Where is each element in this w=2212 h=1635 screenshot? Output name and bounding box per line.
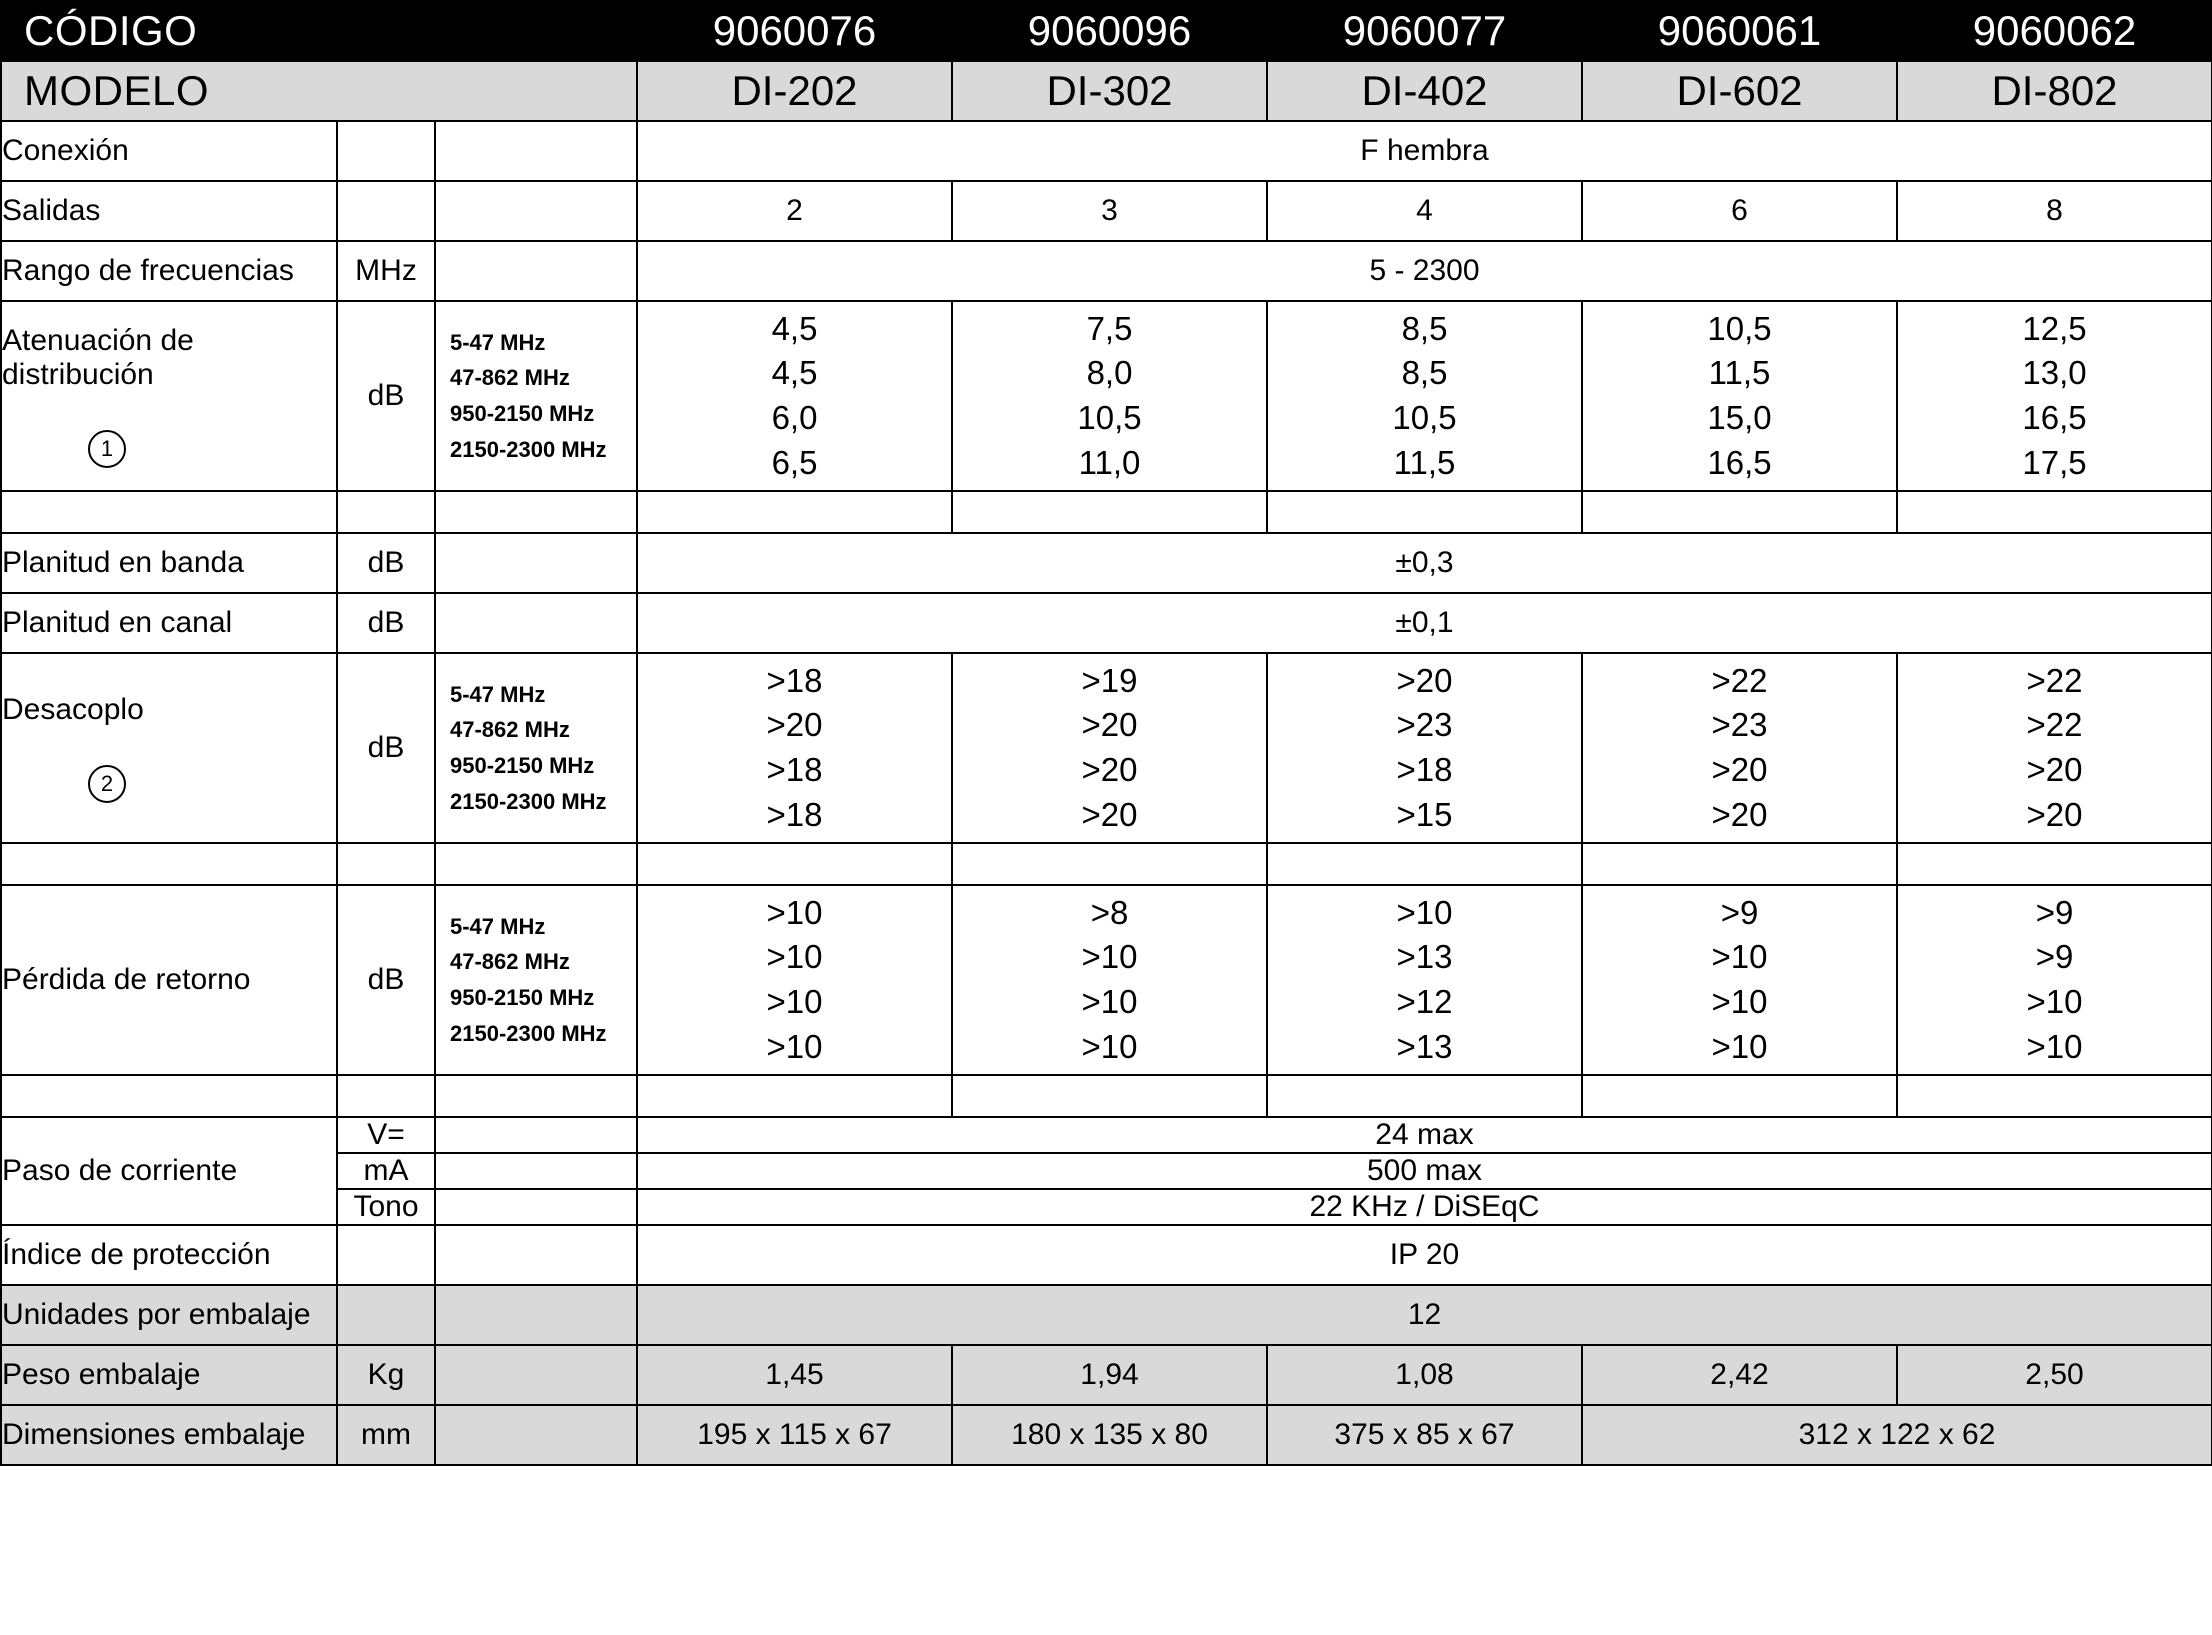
row-label-conexion: Conexión — [1, 121, 337, 181]
table-row-model — [1, 61, 2212, 121]
perdida-col-5 — [1897, 885, 2212, 1075]
paso-band-3 — [435, 1189, 637, 1225]
cell-value: >23 — [1711, 706, 1768, 744]
spacer-cell — [1267, 1075, 1582, 1117]
spacer-cell — [637, 843, 952, 885]
cell-value: >18 — [766, 751, 823, 788]
table-row-indice-proteccion — [1, 1225, 2212, 1285]
row-label-dimensiones: Dimensiones embalaje — [1, 1405, 337, 1465]
cell-value: >10 — [1081, 1027, 1138, 1065]
row-label-planitud-canal: Planitud en canal — [1, 593, 337, 653]
row-label-atenuacion — [1, 301, 337, 491]
spacer-cell — [1582, 491, 1897, 533]
cell-value: 7,5 — [1086, 309, 1133, 347]
spacer-cell — [637, 1075, 952, 1117]
row-band-dimensiones — [435, 1405, 637, 1465]
atenuacion-col-4 — [1582, 301, 1897, 491]
spacer-cell — [435, 843, 637, 885]
spacer-cell — [952, 491, 1267, 533]
cell-value: >10 — [766, 983, 823, 1020]
cell-value: >10 — [1711, 983, 1768, 1020]
cell-value: 4,5 — [771, 309, 818, 347]
paso-unit-1: V= — [337, 1117, 435, 1153]
table-row-unidades-embalaje — [1, 1285, 2212, 1345]
band-label: 47-862 MHz — [450, 949, 570, 975]
row-unit-atenuacion: dB — [337, 301, 435, 491]
perdida-bands — [435, 885, 637, 1075]
salidas-value-3: 4 — [1267, 181, 1582, 241]
paso-band-2 — [435, 1153, 637, 1189]
cell-value: >10 — [1711, 938, 1768, 976]
salidas-value-4: 6 — [1582, 181, 1897, 241]
row-value-planitud-banda: ±0,3 — [637, 533, 2212, 593]
cell-value: >20 — [766, 706, 823, 744]
model-label: MODELO — [1, 61, 637, 121]
cell-value: 15,0 — [1707, 399, 1772, 436]
cell-value: 17,5 — [2022, 443, 2087, 481]
dimensiones-value-1: 195 x 115 x 67 — [637, 1405, 952, 1465]
row-unit-perdida-retorno: dB — [337, 885, 435, 1075]
cell-value: >20 — [2026, 751, 2083, 788]
dimensiones-value-3: 375 x 85 x 67 — [1267, 1405, 1582, 1465]
spacer-cell — [435, 1075, 637, 1117]
row-unit-planitud-banda: dB — [337, 533, 435, 593]
cell-value: 11,5 — [1393, 443, 1456, 481]
cell-value: >9 — [1720, 893, 1759, 931]
cell-value: >20 — [1711, 795, 1768, 833]
perdida-col-3 — [1267, 885, 1582, 1075]
cell-value: >12 — [1396, 983, 1453, 1020]
spacer-cell — [337, 491, 435, 533]
spacer-cell — [1, 1075, 337, 1117]
atenuacion-col-3 — [1267, 301, 1582, 491]
spacer-cell — [435, 491, 637, 533]
table-row-conexion — [1, 121, 2212, 181]
band-label: 950-2150 MHz — [450, 753, 595, 778]
perdida-col-1 — [637, 885, 952, 1075]
model-value-2: DI-302 — [952, 61, 1267, 121]
row-label-paso-corriente: Paso de corriente — [1, 1117, 337, 1225]
code-value-3: 9060077 — [1267, 1, 1582, 61]
row-unit-salidas — [337, 181, 435, 241]
row-label-unidades: Unidades por embalaje — [1, 1285, 337, 1345]
cell-value: >20 — [2026, 795, 2083, 833]
row-label-planitud-banda: Planitud en banda — [1, 533, 337, 593]
cell-value: 6,0 — [771, 399, 818, 436]
row-label-rango: Rango de frecuencias — [1, 241, 337, 301]
cell-value: 16,5 — [2022, 399, 2087, 436]
cell-value: 13,0 — [2022, 354, 2087, 392]
peso-value-4: 2,42 — [1582, 1345, 1897, 1405]
cell-value: >13 — [1396, 1027, 1453, 1065]
cell-value: 8,0 — [1086, 354, 1133, 392]
band-label: 47-862 MHz — [450, 717, 570, 743]
cell-value: 4,5 — [771, 354, 818, 392]
desacoplo-col-3 — [1267, 653, 1582, 843]
row-band-planitud-banda — [435, 533, 637, 593]
table-row-dimensiones-embalaje — [1, 1405, 2212, 1465]
table-row-planitud-banda — [1, 533, 2212, 593]
band-label: 47-862 MHz — [450, 365, 570, 391]
row-unit-dimensiones: mm — [337, 1405, 435, 1465]
atenuacion-label-text: Atenuación de distribución — [2, 324, 194, 391]
table-row-atenuacion — [1, 301, 2212, 491]
spacer-cell — [337, 843, 435, 885]
cell-value: >10 — [2026, 1027, 2083, 1065]
row-value-indice: IP 20 — [637, 1225, 2212, 1285]
cell-value: >10 — [766, 1027, 823, 1065]
atenuacion-note-marker: 1 — [88, 430, 126, 468]
cell-value: >15 — [1396, 795, 1453, 833]
cell-value: >23 — [1396, 706, 1453, 744]
table-row-desacoplo — [1, 653, 2212, 843]
spacer-cell — [1, 491, 337, 533]
spacer-cell — [337, 1075, 435, 1117]
table-row-spacer — [1, 843, 2212, 885]
cell-value: >18 — [1396, 751, 1453, 788]
spacer-cell — [1897, 491, 2212, 533]
cell-value: >22 — [2026, 661, 2083, 699]
atenuacion-col-2 — [952, 301, 1267, 491]
cell-value: >10 — [1081, 938, 1138, 976]
row-value-conexion: F hembra — [637, 121, 2212, 181]
table-row-spacer — [1, 491, 2212, 533]
band-label: 950-2150 MHz — [450, 401, 595, 426]
cell-value: >20 — [1081, 795, 1138, 833]
row-band-indice — [435, 1225, 637, 1285]
peso-value-3: 1,08 — [1267, 1345, 1582, 1405]
row-unit-indice — [337, 1225, 435, 1285]
salidas-value-5: 8 — [1897, 181, 2212, 241]
cell-value: >9 — [2035, 893, 2074, 931]
cell-value: >13 — [1396, 938, 1453, 976]
dimensiones-value-2: 180 x 135 x 80 — [952, 1405, 1267, 1465]
row-band-unidades — [435, 1285, 637, 1345]
model-value-4: DI-602 — [1582, 61, 1897, 121]
model-value-5: DI-802 — [1897, 61, 2212, 121]
code-value-1: 9060076 — [637, 1, 952, 61]
row-band-conexion — [435, 121, 637, 181]
spacer-cell — [952, 1075, 1267, 1117]
cell-value: >10 — [1711, 1027, 1768, 1065]
peso-value-1: 1,45 — [637, 1345, 952, 1405]
desacoplo-note-marker: 2 — [88, 765, 126, 803]
cell-value: >10 — [2026, 983, 2083, 1020]
spacer-cell — [1897, 843, 2212, 885]
cell-value: >20 — [1081, 706, 1138, 744]
cell-value: 11,5 — [1708, 354, 1771, 392]
row-label-desacoplo — [1, 653, 337, 843]
table-row-rango — [1, 241, 2212, 301]
row-unit-planitud-canal: dB — [337, 593, 435, 653]
row-value-unidades: 12 — [637, 1285, 2212, 1345]
row-band-planitud-canal — [435, 593, 637, 653]
desacoplo-col-4 — [1582, 653, 1897, 843]
table-row-spacer — [1, 1075, 2212, 1117]
perdida-col-4 — [1582, 885, 1897, 1075]
spacer-cell — [1582, 843, 1897, 885]
cell-value: >10 — [1081, 983, 1138, 1020]
cell-value: >20 — [1711, 751, 1768, 788]
code-value-4: 9060061 — [1582, 1, 1897, 61]
cell-value: >22 — [1711, 661, 1768, 699]
row-label-perdida-retorno — [1, 885, 337, 1075]
model-value-1: DI-202 — [637, 61, 952, 121]
paso-value-2: 500 max — [637, 1153, 2212, 1189]
band-label: 5-47 MHz — [450, 681, 546, 707]
table-row-paso-corriente-v — [1, 1117, 2212, 1153]
perdida-label-text: Pérdida de retorno — [2, 963, 251, 996]
spacer-cell — [637, 491, 952, 533]
cell-value: 8,5 — [1401, 354, 1448, 392]
atenuacion-col-5 — [1897, 301, 2212, 491]
cell-value: >20 — [1396, 661, 1453, 699]
cell-value: 11,0 — [1078, 443, 1141, 481]
cell-value: 10,5 — [1392, 399, 1457, 436]
cell-value: 12,5 — [2022, 309, 2087, 347]
atenuacion-col-1 — [637, 301, 952, 491]
band-label: 5-47 MHz — [450, 913, 546, 939]
desacoplo-col-2 — [952, 653, 1267, 843]
band-label: 5-47 MHz — [450, 329, 546, 355]
dimensiones-value-4: 312 x 122 x 62 — [1582, 1405, 2212, 1465]
cell-value: >22 — [2026, 706, 2083, 744]
desacoplo-col-5 — [1897, 653, 2212, 843]
peso-value-5: 2,50 — [1897, 1345, 2212, 1405]
row-band-peso — [435, 1345, 637, 1405]
cell-value: >20 — [1081, 751, 1138, 788]
atenuacion-bands — [435, 301, 637, 491]
cell-value: 10,5 — [1077, 399, 1142, 436]
cell-value: >8 — [1090, 893, 1129, 931]
salidas-value-1: 2 — [637, 181, 952, 241]
spacer-cell — [952, 843, 1267, 885]
perdida-col-2 — [952, 885, 1267, 1075]
desacoplo-label-text: Desacoplo — [2, 693, 144, 726]
row-unit-rango: MHz — [337, 241, 435, 301]
paso-unit-3: Tono — [337, 1189, 435, 1225]
row-unit-unidades — [337, 1285, 435, 1345]
spacer-cell — [1267, 491, 1582, 533]
spacer-cell — [1, 843, 337, 885]
code-value-2: 9060096 — [952, 1, 1267, 61]
row-label-peso: Peso embalaje — [1, 1345, 337, 1405]
cell-value: 16,5 — [1707, 443, 1772, 481]
cell-value: >19 — [1081, 661, 1138, 699]
cell-value: >10 — [766, 893, 823, 931]
row-unit-peso: Kg — [337, 1345, 435, 1405]
cell-value: >10 — [1396, 893, 1453, 931]
row-unit-desacoplo: dB — [337, 653, 435, 843]
table-row-planitud-canal — [1, 593, 2212, 653]
table-row-peso-embalaje — [1, 1345, 2212, 1405]
row-label-salidas: Salidas — [1, 181, 337, 241]
peso-value-2: 1,94 — [952, 1345, 1267, 1405]
spacer-cell — [1267, 843, 1582, 885]
row-value-rango: 5 - 2300 — [637, 241, 2212, 301]
spacer-cell — [1897, 1075, 2212, 1117]
paso-band-1 — [435, 1117, 637, 1153]
table-row-perdida-retorno — [1, 885, 2212, 1075]
code-label: CÓDIGO — [1, 1, 637, 61]
band-label: 2150-2300 MHz — [450, 436, 607, 462]
code-value-5: 9060062 — [1897, 1, 2212, 61]
row-band-rango — [435, 241, 637, 301]
cell-value: 10,5 — [1707, 309, 1772, 347]
spacer-cell — [1582, 1075, 1897, 1117]
cell-value: 6,5 — [771, 443, 818, 481]
paso-unit-2: mA — [337, 1153, 435, 1189]
band-label: 2150-2300 MHz — [450, 788, 607, 814]
band-label: 950-2150 MHz — [450, 985, 595, 1010]
salidas-value-2: 3 — [952, 181, 1267, 241]
table-row-code — [1, 1, 2212, 61]
cell-value: >18 — [766, 795, 823, 833]
cell-value: >10 — [766, 938, 823, 976]
cell-value: >18 — [766, 661, 823, 699]
cell-value: >9 — [2035, 938, 2074, 976]
row-value-planitud-canal: ±0,1 — [637, 593, 2212, 653]
paso-value-3: 22 KHz / DiSEqC — [637, 1189, 2212, 1225]
band-label: 2150-2300 MHz — [450, 1020, 607, 1046]
row-band-salidas — [435, 181, 637, 241]
row-unit-conexion — [337, 121, 435, 181]
cell-value: 8,5 — [1401, 309, 1448, 347]
model-value-3: DI-402 — [1267, 61, 1582, 121]
desacoplo-col-1 — [637, 653, 952, 843]
row-label-indice: Índice de protección — [1, 1225, 337, 1285]
table-row-salidas — [1, 181, 2212, 241]
paso-value-1: 24 max — [637, 1117, 2212, 1153]
desacoplo-bands — [435, 653, 637, 843]
